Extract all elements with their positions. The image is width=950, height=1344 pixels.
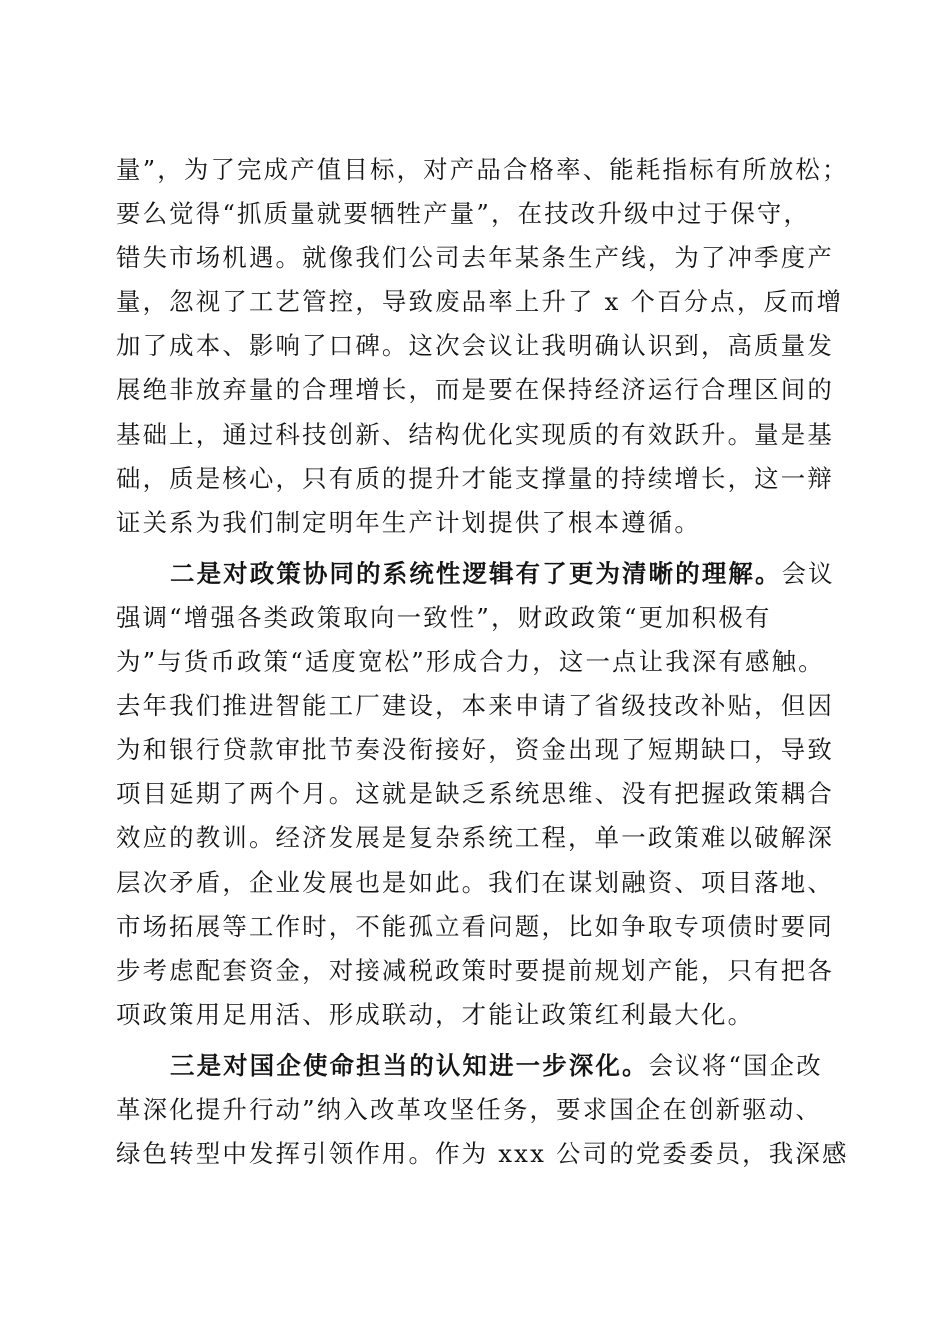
paragraph-heading: 三是对国企使命担当的认知进一步深化。 (170, 1050, 649, 1080)
text-line: 强调“增强各类政策取向一致性”，财政政策“更加积极有 (116, 602, 772, 632)
text-line: 去年我们推进智能工厂建设，本来申请了省级技改补贴，但因 (116, 691, 834, 721)
text-line: 础，质是核心，只有质的提升才能支撑量的持续增长，这一辩 (116, 463, 834, 493)
paragraph-heading: 二是对政策协同的系统性逻辑有了更为清晰的理解。 (170, 558, 782, 588)
text-line: 为和银行贷款审批节奏没衔接好，资金出现了短期缺口，导致 (116, 735, 834, 765)
text-line: 证关系为我们制定明年生产计划提供了根本遵循。 (116, 507, 701, 537)
text-line: 绿色转型中发挥引领作用。作为 xxx 公司的党委委员，我深感 (116, 1139, 849, 1169)
text-line: 效应的教训。经济发展是复杂系统工程，单一政策难以破解深 (116, 823, 834, 853)
text-line: 项目延期了两个月。这就是缺乏系统思维、没有把握政策耦合 (116, 779, 834, 809)
text-line: 项政策用足用活、形成联动，才能让政策红利最大化。 (116, 999, 755, 1029)
paragraph-first-line (116, 552, 836, 596)
text-line: 革深化提升行动”纳入改革攻坚任务，要求国企在创新驱动、 (116, 1094, 823, 1124)
text-line: 基础上，通过科技创新、结构优化实现质的有效跃升。量是基 (116, 419, 834, 449)
text-line: 步考虑配套资金，对接减税政策时要提前规划产能，只有把各 (116, 955, 834, 985)
text-line: 错失市场机遇。就像我们公司去年某条生产线，为了冲季度产 (116, 243, 834, 273)
text-line: 为”与货币政策“适度宽松”形成合力，这一点让我深有感触。 (116, 647, 825, 677)
document-body (116, 148, 849, 1176)
paragraph-1 (116, 148, 849, 545)
text-line: 展绝非放弃量的合理增长，而是要在保持经济运行合理区间的 (116, 375, 834, 405)
text-line: 市场拓展等工作时，不能孤立看问题，比如争取专项债时要同 (116, 911, 834, 941)
text-run: 会议 (781, 558, 835, 588)
text-line: 层次矛盾，企业发展也是如此。我们在谋划融资、项目落地、 (116, 867, 834, 897)
text-line: 加了成本、影响了口碑。这次会议让我明确认识到，高质量发 (116, 331, 834, 361)
text-line: 要么觉得“抓质量就要牺牲产量”，在技改升级中过于保守， (116, 199, 811, 229)
paragraph-3 (116, 1044, 849, 1176)
text-line: 量”，为了完成产值目标，对产品合格率、能耗指标有所放松； (116, 155, 849, 184)
paragraph-2 (116, 552, 836, 1037)
text-line: 量，忽视了工艺管控，导致废品率上升了 x 个百分点，反而增 (116, 287, 844, 317)
text-run: 会议将“国企改 (648, 1050, 823, 1080)
paragraph-first-line (116, 1044, 836, 1088)
